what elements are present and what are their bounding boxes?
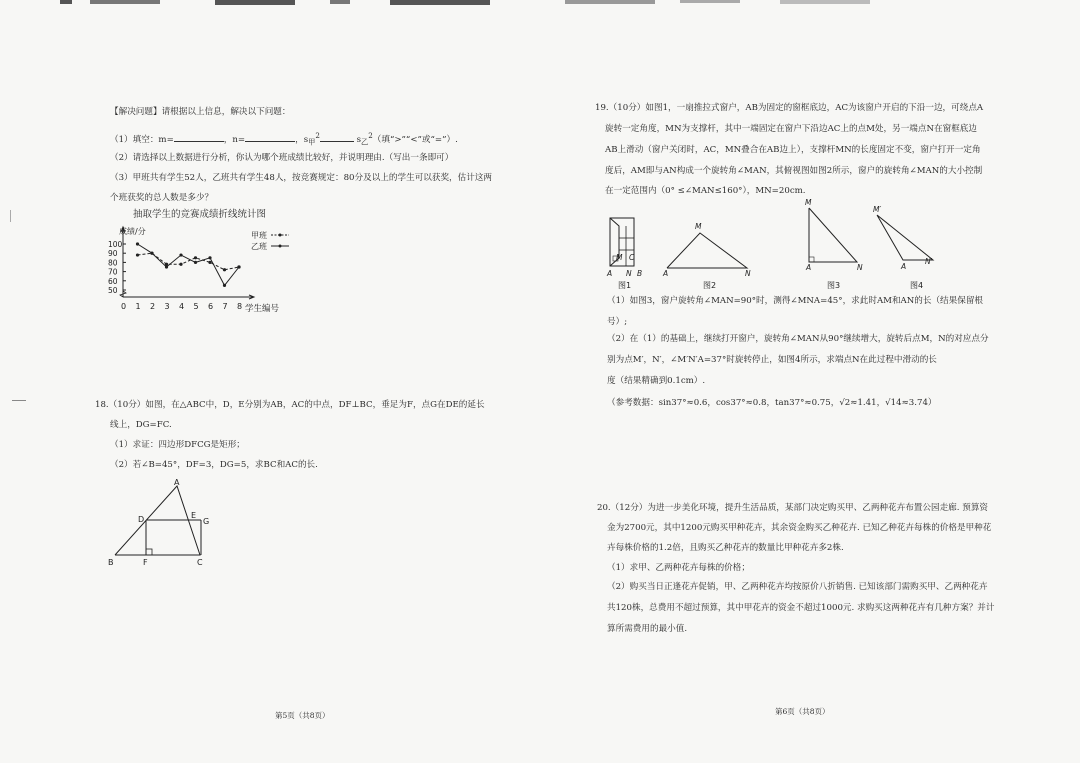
- fig18-label-G: G: [203, 517, 210, 526]
- fig18-label-B: B: [108, 558, 114, 567]
- question-19-part2-line3: 度（结果精确到0.1cm）.: [607, 376, 706, 386]
- fig1-label-B: B: [637, 269, 643, 278]
- question-20-part1: （1）求甲、乙两种花卉每株的价格；: [607, 563, 750, 573]
- chart-legend-marker: [279, 245, 282, 248]
- chart-xtick-label: 0: [121, 302, 127, 311]
- fig3-label-M: M: [805, 198, 812, 207]
- chart-series-line-yi: [138, 253, 240, 270]
- fig2-label-N: N: [745, 269, 751, 278]
- right-page: [540, 0, 1080, 763]
- chart-series-line-jia: [138, 244, 240, 285]
- chart-ylabel: 成绩/分: [119, 227, 146, 236]
- chart-ytick-label: 100: [108, 240, 123, 249]
- chart-point-yi: [150, 252, 153, 255]
- chart-point-yi: [165, 263, 168, 266]
- fig3-caption: 图3: [827, 281, 841, 290]
- chart-ytick-label: 80: [108, 258, 118, 268]
- question-20-line2: 金为2700元，其中1200元购买甲种花卉，其余资金购买乙种花卉. 已知乙种花卉每株的价格是甲种花: [607, 523, 992, 533]
- question-19-reference: （参考数据：sin37°≈0.6，cos37°≈0.8，tan37°≈0.75，√2≈1.41，√14≈3.74）: [607, 398, 937, 408]
- question-18-part2: （2）若∠B=45°，DF=3，DG=5，求BC和AC的长.: [110, 460, 318, 470]
- margin-mark: [10, 210, 11, 222]
- fig1-label-C: C: [629, 253, 635, 262]
- figure-3-triangle: [805, 198, 863, 290]
- left-page-footer: 第5页（共8页）: [275, 711, 330, 720]
- question-18-line1: 18.（10分）如图，在△ABC中，D，E分别为AB，AC的中点，DF⊥BC，垂足为F，点G在DE的延长: [95, 400, 485, 410]
- line-chart: [105, 222, 305, 320]
- figure-18-triangle: [105, 478, 235, 573]
- fig4-caption: 图4: [910, 281, 924, 290]
- question-17-part1: （1）填空：m= ，n= ，$s_甲^2$ $s_乙^2$（填“>”“<”或“=”）.: [110, 131, 458, 147]
- chart-xtick-label: 8: [237, 302, 243, 311]
- question-20-line1: 20.（12分）为进一步美化环境，提升生活品质，某部门决定购买甲、乙两种花卉布置公园走廊. 预算资: [597, 503, 989, 513]
- chart-point-yi: [208, 261, 211, 264]
- chart-xtick-label: 6: [208, 302, 214, 311]
- chart-xtick-label: 1: [135, 302, 141, 311]
- chart-point-jia: [165, 265, 168, 268]
- question-19-part2-line1: （2）在（1）的基础上，继续打开窗户，旋转角∠MAN从90°继续增大，旋转后点M，N的对应点分: [607, 334, 989, 344]
- chart-point-jia: [194, 261, 197, 264]
- question-19-line1: 19.（10分）如图1，一扇推拉式窗户，AB为固定的窗框底边，AC为该窗户开启的下沿一边，可绕点A: [595, 103, 984, 113]
- chart-point-yi: [136, 253, 139, 256]
- figure-4-triangle: [873, 205, 933, 290]
- chart-title: 抽取学生的竞赛成绩折线统计图: [133, 209, 267, 220]
- question-19-part2-line2: 别为点M′，N′，∠M′N′A=37°时旋转停止，如图4所示，求端点N在此过程中滑动的长: [607, 355, 937, 365]
- question-19-line4: 度后，AM即与AN构成一个旋转角∠MAN，其俯视图如图2所示，窗户的旋转角∠MAN的大小控制: [605, 166, 983, 176]
- fig2-label-M: M: [695, 222, 702, 231]
- question-18-part1: （1）求证：四边形DFCG是矩形；: [110, 440, 245, 450]
- figure-1-window: [606, 218, 642, 290]
- chart-legend-marker: [279, 234, 282, 237]
- chart-point-yi: [194, 256, 197, 259]
- chart-legend-label: 甲班: [251, 231, 267, 240]
- solve-header: 【解决问题】请根据以上信息，解决以下问题：: [110, 107, 291, 117]
- right-page-footer: 第6页（共8页）: [775, 707, 830, 716]
- fig1-label-N: N: [626, 269, 632, 278]
- chart-xtick-label: 3: [164, 302, 170, 311]
- fig3-label-N: N: [857, 263, 863, 272]
- fig4-label-M: M′: [873, 205, 882, 214]
- fig2-caption: 图2: [703, 281, 717, 290]
- question-18-line2: 线上，DG=FC.: [110, 420, 172, 430]
- chart-xlabel: 学生编号: [245, 304, 280, 314]
- question-17-part3-line2: 个班获奖的总人数是多少？: [110, 193, 214, 203]
- question-20-part2-line2: 共120株，总费用不超过预算，其中甲花卉的资金不超过1000元. 求购买这两种花卉有几种方案？并计: [607, 603, 995, 613]
- fig1-label-A: A: [607, 269, 613, 278]
- chart-xtick-label: 5: [193, 302, 199, 311]
- question-19-line5: 在一定范围内（0° ≤∠MAN≤160°），MN=20cm.: [605, 186, 806, 196]
- fig4-label-N: N′: [925, 257, 933, 266]
- figure-19-set: [605, 198, 935, 290]
- question-19-line2: 旋转一定角度，MN为支撑杆，其中一端固定在窗户下沿边AC上的点M处，另一端点N在窗框底边: [605, 124, 977, 134]
- question-20-part2-line3: 算所需费用的最小值.: [607, 624, 688, 634]
- question-17-part2: （2）请选择以上数据进行分析，你认为哪个班成绩比较好，并说明理由.（写出一条即可）: [110, 153, 454, 163]
- chart-point-jia: [208, 256, 211, 259]
- margin-mark: [12, 400, 26, 401]
- chart-legend-label: 乙班: [251, 242, 267, 251]
- question-19-part1-line2: 号）;: [607, 317, 628, 327]
- chart-point-jia: [223, 284, 226, 287]
- chart-point-yi: [179, 263, 182, 266]
- chart-xtick-label: 7: [222, 302, 228, 311]
- chart-point-yi: [223, 268, 226, 271]
- question-20-line3: 卉每株价格的1.2倍，且购买乙种花卉的数量比甲种花卉多2株.: [607, 543, 844, 553]
- fig18-label-A: A: [174, 478, 180, 487]
- fig18-label-E: E: [191, 511, 197, 520]
- figure-2-triangle: [662, 222, 751, 290]
- chart-point-yi: [237, 265, 240, 268]
- fig4-label-A: A: [901, 262, 907, 271]
- fig18-label-D: D: [138, 515, 145, 524]
- fig3-label-A: A: [806, 263, 812, 272]
- chart-point-jia: [179, 253, 182, 256]
- fig18-label-C: C: [197, 558, 203, 567]
- chart-ytick-label: 50: [108, 286, 118, 295]
- question-19-part1-line1: （1）如图3，窗户旋转角∠MAN=90°时，测得∠MNA=45°，求此时AM和AN的长（结果保留根: [607, 296, 984, 306]
- question-17-part3-line1: （3）甲班共有学生52人，乙班共有学生48人，按竞赛规定：80分及以上的学生可以获奖，估计这两: [110, 173, 493, 183]
- question-19-line3: AB上滑动（窗户关闭时，AC，MN叠合在AB边上），支撑杆MN的长度固定不变，窗户打开一定角: [605, 145, 981, 155]
- chart-xtick-label: 4: [179, 302, 185, 311]
- fig18-label-F: F: [143, 558, 148, 567]
- chart-ytick-label: 90: [108, 249, 118, 259]
- chart-point-jia: [136, 242, 139, 245]
- question-20-part2-line1: （2）购买当日正逢花卉促销，甲、乙两种花卉均按原价八折销售. 已知该部门需购买甲、乙两种花卉: [607, 582, 988, 592]
- chart-xtick-label: 2: [150, 302, 156, 311]
- chart-ytick-label: 60: [108, 276, 118, 286]
- fig1-caption: 图1: [618, 281, 632, 290]
- chart-ytick-label: 70: [108, 267, 118, 277]
- fig1-label-M: M: [616, 253, 623, 262]
- fig2-label-A: A: [663, 269, 669, 278]
